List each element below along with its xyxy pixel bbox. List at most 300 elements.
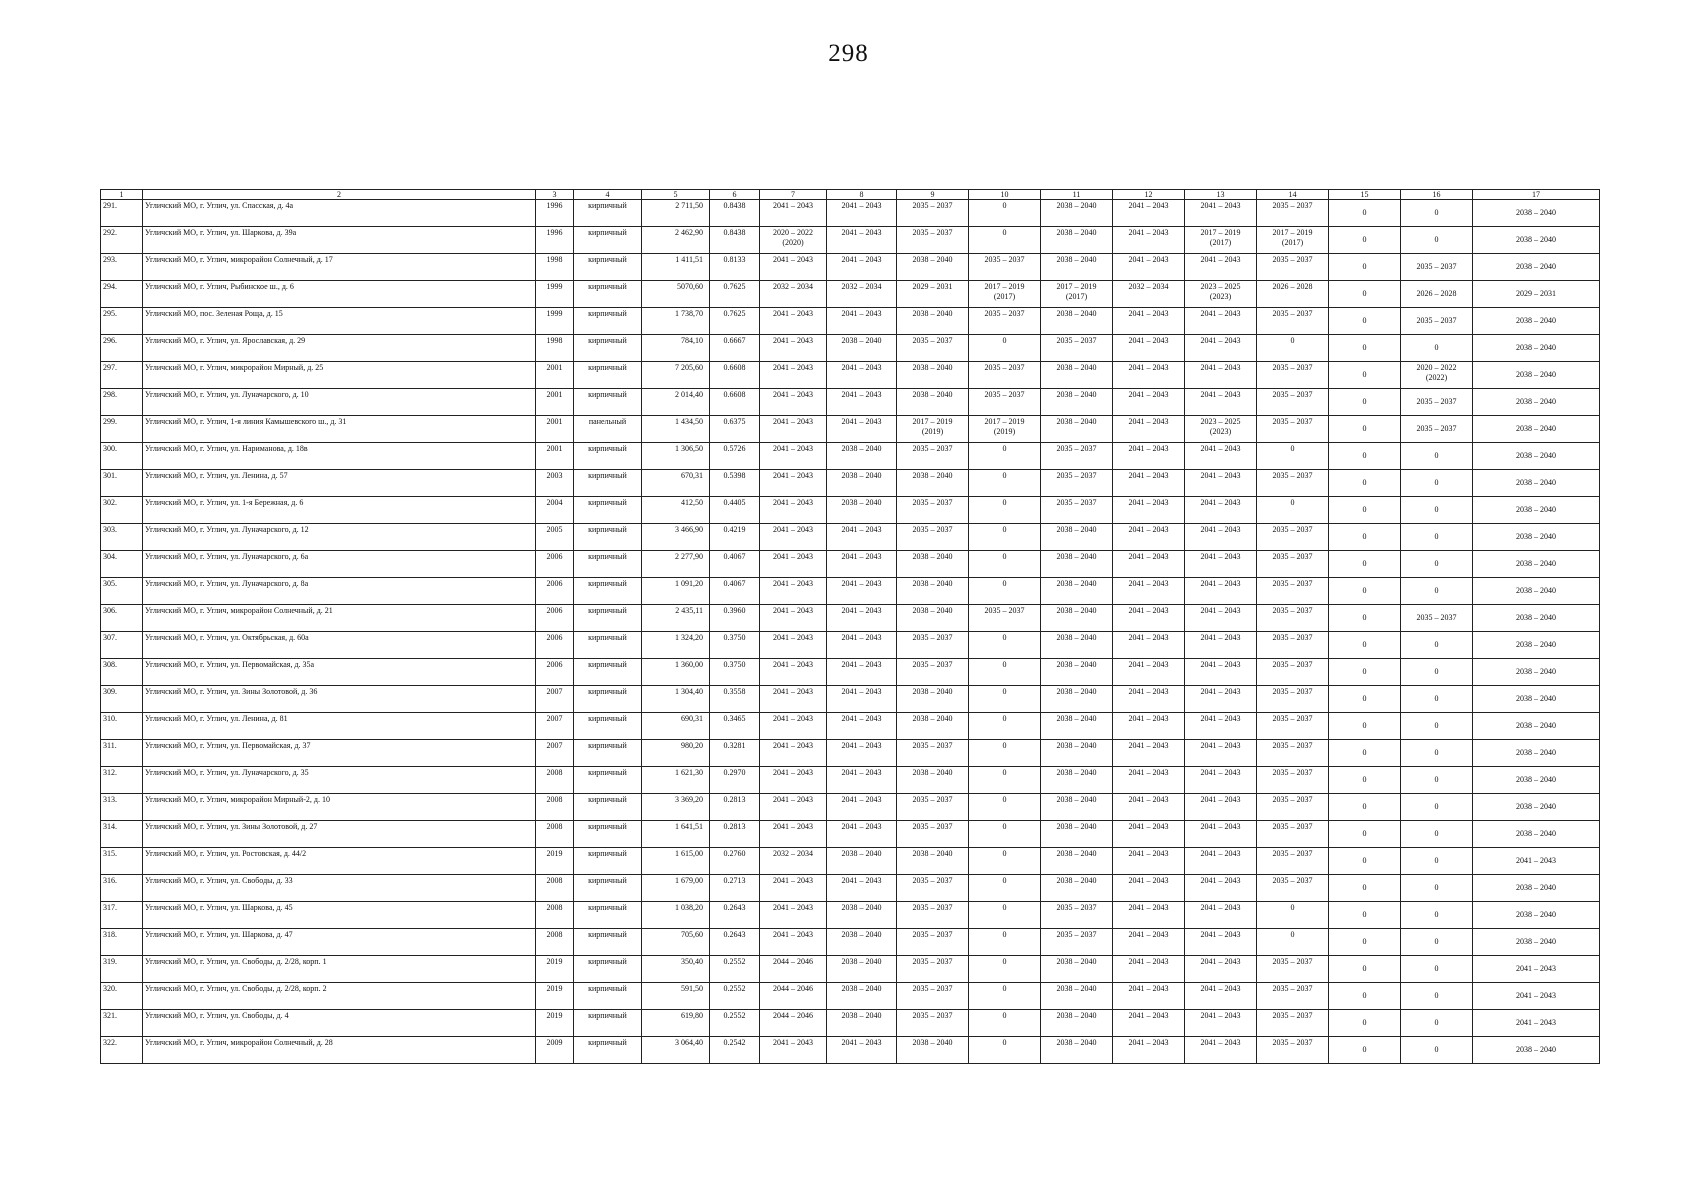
period-value: 2041 – 2043 bbox=[773, 552, 813, 561]
period-cell-8 bbox=[827, 578, 897, 605]
period-cell-17 bbox=[1473, 659, 1600, 686]
address-cell: Угличский МО, г. Углич, Рыбинское ш., д. 6 bbox=[143, 281, 536, 308]
row-number: 314. bbox=[101, 821, 143, 848]
period-value: 2038 – 2040 bbox=[912, 768, 953, 777]
period-cell-12 bbox=[1113, 605, 1185, 632]
row-number: 300. bbox=[101, 443, 143, 470]
column-number: 5 bbox=[642, 190, 710, 200]
period-value: 2038 – 2040 bbox=[912, 363, 953, 372]
period-cell-12 bbox=[1113, 254, 1185, 281]
coefficient-cell: 0.3465 bbox=[710, 713, 760, 740]
period-value: 2038 – 2040 bbox=[841, 471, 882, 480]
period-note: (2023) bbox=[1209, 427, 1232, 436]
year-cell: 2008 bbox=[536, 902, 574, 929]
period-value: 2038 – 2040 bbox=[1056, 552, 1097, 561]
period-cell-13 bbox=[1185, 1037, 1257, 1064]
area-cell: 3 064,40 bbox=[642, 1037, 710, 1064]
period-cell-9 bbox=[897, 767, 969, 794]
table-row bbox=[101, 605, 1600, 632]
period-cell-16 bbox=[1401, 497, 1473, 524]
period-cell-11 bbox=[1041, 875, 1113, 902]
period-cell-14 bbox=[1257, 1037, 1329, 1064]
period-cell-10 bbox=[969, 1037, 1041, 1064]
period-cell-14 bbox=[1257, 281, 1329, 308]
period-value: 0 bbox=[1362, 1045, 1367, 1054]
period-value: 0 bbox=[1362, 964, 1367, 973]
material-cell: кирпичный bbox=[574, 1037, 642, 1064]
period-value: 2041 – 2043 bbox=[1200, 255, 1241, 264]
period-value: 2041 – 2043 bbox=[841, 579, 882, 588]
year-cell: 1999 bbox=[536, 281, 574, 308]
table-row bbox=[101, 902, 1600, 929]
period-value: 0 bbox=[1434, 802, 1439, 811]
period-cell-15 bbox=[1329, 821, 1401, 848]
period-value: 0 bbox=[1002, 822, 1007, 831]
period-value: 2041 – 2043 bbox=[841, 768, 882, 777]
period-cell-16 bbox=[1401, 1037, 1473, 1064]
period-value: 2041 – 2043 bbox=[773, 930, 813, 939]
address-cell: Угличский МО, г. Углич, 1-я линия Камышевского ш., д. 31 bbox=[143, 416, 536, 443]
period-cell-17 bbox=[1473, 362, 1600, 389]
period-cell-13 bbox=[1185, 902, 1257, 929]
column-number: 8 bbox=[827, 190, 897, 200]
period-value: 2038 – 2040 bbox=[1516, 829, 1556, 838]
period-value: 2035 – 2037 bbox=[1272, 633, 1313, 642]
period-value: 2041 – 2043 bbox=[1200, 498, 1241, 507]
period-value: 2041 – 2043 bbox=[1200, 741, 1241, 750]
period-value: 2041 – 2043 bbox=[1128, 687, 1169, 696]
coefficient-cell: 0.8133 bbox=[710, 254, 760, 281]
period-cell-12 bbox=[1113, 1037, 1185, 1064]
period-cell-12 bbox=[1113, 848, 1185, 875]
period-value: 0 bbox=[1362, 613, 1367, 622]
period-cell-9 bbox=[897, 659, 969, 686]
period-value: 2041 – 2043 bbox=[841, 525, 882, 534]
material-cell: кирпичный bbox=[574, 470, 642, 497]
period-value: 0 bbox=[1434, 640, 1439, 649]
period-cell-15 bbox=[1329, 659, 1401, 686]
period-cell-17 bbox=[1473, 470, 1600, 497]
period-cell-17 bbox=[1473, 632, 1600, 659]
period-cell-12 bbox=[1113, 362, 1185, 389]
material-cell: кирпичный bbox=[574, 443, 642, 470]
period-value: 2038 – 2040 bbox=[841, 957, 882, 966]
period-cell-11 bbox=[1041, 308, 1113, 335]
period-value: 2035 – 2037 bbox=[912, 795, 953, 804]
coefficient-cell: 0.2643 bbox=[710, 929, 760, 956]
period-cell-14 bbox=[1257, 362, 1329, 389]
period-value: 2038 – 2040 bbox=[1056, 417, 1097, 426]
period-cell-15 bbox=[1329, 524, 1401, 551]
period-cell-8 bbox=[827, 686, 897, 713]
period-cell-15 bbox=[1329, 497, 1401, 524]
period-cell-8 bbox=[827, 389, 897, 416]
address-cell: Угличский МО, г. Углич, микрорайон Мирный, д. 25 bbox=[143, 362, 536, 389]
period-cell-17 bbox=[1473, 821, 1600, 848]
period-value: 0 bbox=[1362, 451, 1367, 460]
address-cell: Угличский МО, г. Углич, ул. Шаркова, д. 47 bbox=[143, 929, 536, 956]
period-value: 2041 – 2043 bbox=[841, 228, 882, 237]
period-cell-15 bbox=[1329, 929, 1401, 956]
period-value: 2038 – 2040 bbox=[1516, 532, 1556, 541]
period-value: 2035 – 2037 bbox=[912, 633, 953, 642]
table-row bbox=[101, 551, 1600, 578]
row-number: 297. bbox=[101, 362, 143, 389]
period-cell-10 bbox=[969, 470, 1041, 497]
period-value: 2041 – 2043 bbox=[773, 498, 813, 507]
period-cell-7 bbox=[760, 605, 827, 632]
period-value: 2038 – 2040 bbox=[912, 714, 953, 723]
coefficient-cell: 0.4405 bbox=[710, 497, 760, 524]
row-number: 310. bbox=[101, 713, 143, 740]
period-value: 2041 – 2043 bbox=[773, 903, 813, 912]
period-value: 2038 – 2040 bbox=[1516, 937, 1556, 946]
period-value: 2038 – 2040 bbox=[1056, 309, 1097, 318]
year-cell: 2008 bbox=[536, 767, 574, 794]
period-value: 2038 – 2040 bbox=[1516, 343, 1556, 352]
year-cell: 1999 bbox=[536, 308, 574, 335]
period-value: 2017 – 2019 bbox=[1056, 282, 1097, 291]
material-cell: панельный bbox=[574, 416, 642, 443]
period-value: 2041 – 2043 bbox=[773, 660, 813, 669]
period-value: 2035 – 2037 bbox=[1272, 471, 1313, 480]
table-row bbox=[101, 713, 1600, 740]
period-cell-7 bbox=[760, 578, 827, 605]
period-value: 2038 – 2040 bbox=[1056, 957, 1097, 966]
period-value: 0 bbox=[1002, 903, 1007, 912]
address-cell: Угличский МО, г. Углич, ул. Луначарского, д. 12 bbox=[143, 524, 536, 551]
period-cell-17 bbox=[1473, 335, 1600, 362]
period-value: 0 bbox=[1002, 714, 1007, 723]
period-value: 2041 – 2043 bbox=[773, 606, 813, 615]
year-cell: 2001 bbox=[536, 416, 574, 443]
period-value: 0 bbox=[1434, 964, 1439, 973]
period-value: 2038 – 2040 bbox=[1516, 775, 1556, 784]
table-row bbox=[101, 443, 1600, 470]
table-row bbox=[101, 686, 1600, 713]
period-cell-7 bbox=[760, 470, 827, 497]
period-value: 2038 – 2040 bbox=[912, 255, 953, 264]
period-value: 2035 – 2037 bbox=[1056, 930, 1097, 939]
period-value: 2041 – 2043 bbox=[841, 660, 882, 669]
period-cell-14 bbox=[1257, 767, 1329, 794]
period-cell-14 bbox=[1257, 200, 1329, 227]
period-cell-13 bbox=[1185, 929, 1257, 956]
period-cell-13 bbox=[1185, 821, 1257, 848]
area-cell: 784,10 bbox=[642, 335, 710, 362]
period-value: 2041 – 2043 bbox=[1128, 795, 1169, 804]
period-cell-15 bbox=[1329, 551, 1401, 578]
period-value: 0 bbox=[1362, 262, 1367, 271]
table-row bbox=[101, 389, 1600, 416]
period-value: 2035 – 2037 bbox=[912, 930, 953, 939]
period-value: 2041 – 2043 bbox=[1200, 336, 1241, 345]
period-value: 2023 – 2025 bbox=[1200, 282, 1241, 291]
period-value: 2041 – 2043 bbox=[773, 741, 813, 750]
period-cell-16 bbox=[1401, 335, 1473, 362]
area-cell: 2 014,40 bbox=[642, 389, 710, 416]
period-cell-15 bbox=[1329, 308, 1401, 335]
period-cell-9 bbox=[897, 497, 969, 524]
period-value: 2041 – 2043 bbox=[1200, 1038, 1241, 1047]
period-value: 2035 – 2037 bbox=[1272, 741, 1313, 750]
period-value: 2017 – 2019 bbox=[984, 282, 1025, 291]
column-number: 12 bbox=[1113, 190, 1185, 200]
period-value: 2041 – 2043 bbox=[773, 579, 813, 588]
period-value: 2041 – 2043 bbox=[1128, 471, 1169, 480]
period-value: 2035 – 2037 bbox=[1272, 552, 1313, 561]
year-cell: 2019 bbox=[536, 1010, 574, 1037]
period-cell-15 bbox=[1329, 389, 1401, 416]
period-cell-7 bbox=[760, 524, 827, 551]
period-cell-9 bbox=[897, 200, 969, 227]
period-cell-12 bbox=[1113, 524, 1185, 551]
area-cell: 1 360,00 bbox=[642, 659, 710, 686]
period-value: 2038 – 2040 bbox=[1516, 208, 1556, 217]
period-value: 2041 – 2043 bbox=[1128, 228, 1169, 237]
material-cell: кирпичный bbox=[574, 713, 642, 740]
period-value: 2020 – 2022 bbox=[1416, 363, 1457, 372]
year-cell: 2009 bbox=[536, 1037, 574, 1064]
period-cell-14 bbox=[1257, 902, 1329, 929]
period-value: 2038 – 2040 bbox=[1516, 883, 1556, 892]
period-value: 2035 – 2037 bbox=[1272, 822, 1313, 831]
period-cell-16 bbox=[1401, 929, 1473, 956]
column-number: 13 bbox=[1185, 190, 1257, 200]
period-cell-9 bbox=[897, 686, 969, 713]
coefficient-cell: 0.2713 bbox=[710, 875, 760, 902]
coefficient-cell: 0.7625 bbox=[710, 281, 760, 308]
column-number: 15 bbox=[1329, 190, 1401, 200]
period-cell-15 bbox=[1329, 362, 1401, 389]
period-value: 2032 – 2034 bbox=[1128, 282, 1169, 291]
period-cell-7 bbox=[760, 794, 827, 821]
period-value: 2041 – 2043 bbox=[773, 768, 813, 777]
period-value: 2038 – 2040 bbox=[912, 687, 953, 696]
period-value: 2035 – 2037 bbox=[1056, 498, 1097, 507]
period-value: 0 bbox=[1434, 532, 1439, 541]
period-cell-13 bbox=[1185, 254, 1257, 281]
row-number: 296. bbox=[101, 335, 143, 362]
period-cell-12 bbox=[1113, 821, 1185, 848]
period-cell-13 bbox=[1185, 200, 1257, 227]
period-cell-7 bbox=[760, 416, 827, 443]
area-cell: 1 738,70 bbox=[642, 308, 710, 335]
period-cell-12 bbox=[1113, 929, 1185, 956]
area-cell: 412,50 bbox=[642, 497, 710, 524]
period-cell-15 bbox=[1329, 254, 1401, 281]
period-cell-8 bbox=[827, 308, 897, 335]
period-cell-12 bbox=[1113, 227, 1185, 254]
period-cell-14 bbox=[1257, 416, 1329, 443]
table-row bbox=[101, 659, 1600, 686]
period-cell-10 bbox=[969, 335, 1041, 362]
area-cell: 705,60 bbox=[642, 929, 710, 956]
period-cell-7 bbox=[760, 308, 827, 335]
period-value: 0 bbox=[1362, 208, 1367, 217]
period-value: 2038 – 2040 bbox=[912, 849, 953, 858]
period-value: 2035 – 2037 bbox=[1272, 579, 1313, 588]
period-cell-12 bbox=[1113, 335, 1185, 362]
material-cell: кирпичный bbox=[574, 254, 642, 281]
period-value: 2038 – 2040 bbox=[1516, 721, 1556, 730]
coefficient-cell: 0.5726 bbox=[710, 443, 760, 470]
period-cell-7 bbox=[760, 848, 827, 875]
period-value: 2041 – 2043 bbox=[1128, 498, 1169, 507]
period-cell-9 bbox=[897, 956, 969, 983]
period-cell-15 bbox=[1329, 875, 1401, 902]
period-value: 0 bbox=[1362, 991, 1367, 1000]
period-cell-17 bbox=[1473, 443, 1600, 470]
period-note: (2020) bbox=[782, 238, 804, 247]
period-value: 0 bbox=[1434, 856, 1439, 865]
period-cell-12 bbox=[1113, 632, 1185, 659]
period-value: 2041 – 2043 bbox=[841, 714, 882, 723]
period-cell-14 bbox=[1257, 389, 1329, 416]
area-cell: 1 641,51 bbox=[642, 821, 710, 848]
period-value: 2038 – 2040 bbox=[1516, 505, 1556, 514]
period-value: 2038 – 2040 bbox=[841, 498, 882, 507]
address-cell: Угличский МО, г. Углич, микрорайон Солнечный, д. 28 bbox=[143, 1037, 536, 1064]
period-cell-13 bbox=[1185, 956, 1257, 983]
address-cell: Угличский МО, г. Углич, ул. Спасская, д. 4а bbox=[143, 200, 536, 227]
address-cell: Угличский МО, г. Углич, ул. Свободы, д. 33 bbox=[143, 875, 536, 902]
period-value: 2038 – 2040 bbox=[1516, 559, 1556, 568]
address-cell: Угличский МО, г. Углич, ул. Свободы, д. 2/28, корп. 1 bbox=[143, 956, 536, 983]
area-cell: 5070,60 bbox=[642, 281, 710, 308]
period-cell-10 bbox=[969, 956, 1041, 983]
period-cell-16 bbox=[1401, 632, 1473, 659]
period-cell-11 bbox=[1041, 362, 1113, 389]
period-value: 2041 – 2043 bbox=[773, 417, 813, 426]
period-value: 0 bbox=[1434, 721, 1439, 730]
period-cell-14 bbox=[1257, 524, 1329, 551]
period-cell-7 bbox=[760, 740, 827, 767]
period-cell-10 bbox=[969, 767, 1041, 794]
period-cell-9 bbox=[897, 443, 969, 470]
period-value: 2035 – 2037 bbox=[1272, 849, 1313, 858]
material-cell: кирпичный bbox=[574, 956, 642, 983]
table-row bbox=[101, 929, 1600, 956]
period-cell-14 bbox=[1257, 821, 1329, 848]
period-value: 2041 – 2043 bbox=[1200, 1011, 1241, 1020]
period-cell-17 bbox=[1473, 254, 1600, 281]
period-cell-11 bbox=[1041, 254, 1113, 281]
period-cell-17 bbox=[1473, 1010, 1600, 1037]
period-cell-15 bbox=[1329, 794, 1401, 821]
address-cell: Угличский МО, г. Углич, ул. Ленина, д. 81 bbox=[143, 713, 536, 740]
registry-table bbox=[100, 189, 1600, 1064]
table-row bbox=[101, 362, 1600, 389]
period-cell-8 bbox=[827, 1010, 897, 1037]
period-cell-12 bbox=[1113, 713, 1185, 740]
period-cell-16 bbox=[1401, 308, 1473, 335]
address-cell: Угличский МО, г. Углич, ул. Первомайская, д. 37 bbox=[143, 740, 536, 767]
period-value: 2041 – 2043 bbox=[1516, 1018, 1556, 1027]
period-cell-10 bbox=[969, 524, 1041, 551]
period-cell-14 bbox=[1257, 983, 1329, 1010]
material-cell: кирпичный bbox=[574, 1010, 642, 1037]
address-cell: Угличский МО, г. Углич, ул. Свободы, д. 2/28, корп. 2 bbox=[143, 983, 536, 1010]
period-cell-7 bbox=[760, 335, 827, 362]
period-cell-16 bbox=[1401, 443, 1473, 470]
period-cell-10 bbox=[969, 929, 1041, 956]
period-cell-10 bbox=[969, 659, 1041, 686]
period-cell-10 bbox=[969, 416, 1041, 443]
period-value: 2038 – 2040 bbox=[1056, 741, 1097, 750]
period-value: 0 bbox=[1362, 856, 1367, 865]
area-cell: 3 369,20 bbox=[642, 794, 710, 821]
period-cell-11 bbox=[1041, 929, 1113, 956]
period-cell-15 bbox=[1329, 632, 1401, 659]
period-value: 2041 – 2043 bbox=[1128, 444, 1169, 453]
period-cell-12 bbox=[1113, 740, 1185, 767]
period-cell-12 bbox=[1113, 551, 1185, 578]
period-cell-12 bbox=[1113, 983, 1185, 1010]
year-cell: 2008 bbox=[536, 821, 574, 848]
period-value: 0 bbox=[1362, 802, 1367, 811]
row-number: 318. bbox=[101, 929, 143, 956]
year-cell: 2007 bbox=[536, 686, 574, 713]
period-value: 2041 – 2043 bbox=[841, 1038, 882, 1047]
year-cell: 2008 bbox=[536, 929, 574, 956]
material-cell: кирпичный bbox=[574, 794, 642, 821]
period-cell-7 bbox=[760, 389, 827, 416]
period-cell-7 bbox=[760, 254, 827, 281]
period-value: 0 bbox=[1434, 1018, 1439, 1027]
period-cell-10 bbox=[969, 713, 1041, 740]
period-value: 0 bbox=[1002, 525, 1007, 534]
period-cell-9 bbox=[897, 227, 969, 254]
period-cell-8 bbox=[827, 497, 897, 524]
coefficient-cell: 0.4067 bbox=[710, 551, 760, 578]
period-value: 2017 – 2019 bbox=[912, 417, 953, 426]
period-value: 2041 – 2043 bbox=[1200, 984, 1241, 993]
period-cell-15 bbox=[1329, 443, 1401, 470]
period-value: 2041 – 2043 bbox=[1200, 606, 1241, 615]
period-value: 2038 – 2040 bbox=[841, 930, 882, 939]
period-value: 0 bbox=[1362, 505, 1367, 514]
table-row bbox=[101, 821, 1600, 848]
period-value: 2038 – 2040 bbox=[1056, 606, 1097, 615]
address-cell: Угличский МО, г. Углич, ул. Луначарского, д. 6а bbox=[143, 551, 536, 578]
period-cell-16 bbox=[1401, 578, 1473, 605]
column-number: 9 bbox=[897, 190, 969, 200]
period-value: 0 bbox=[1434, 991, 1439, 1000]
period-cell-11 bbox=[1041, 470, 1113, 497]
period-value: 2041 – 2043 bbox=[773, 201, 813, 210]
period-note: (2017) bbox=[1065, 292, 1088, 301]
period-value: 0 bbox=[1362, 424, 1367, 433]
period-value: 2038 – 2040 bbox=[841, 336, 882, 345]
period-cell-17 bbox=[1473, 227, 1600, 254]
period-cell-10 bbox=[969, 848, 1041, 875]
period-note: (2017) bbox=[1209, 238, 1232, 247]
period-value: 2035 – 2037 bbox=[1056, 336, 1097, 345]
row-number: 321. bbox=[101, 1010, 143, 1037]
table-row bbox=[101, 497, 1600, 524]
period-cell-8 bbox=[827, 902, 897, 929]
period-cell-12 bbox=[1113, 443, 1185, 470]
row-number: 320. bbox=[101, 983, 143, 1010]
period-cell-14 bbox=[1257, 1010, 1329, 1037]
period-cell-10 bbox=[969, 281, 1041, 308]
period-cell-13 bbox=[1185, 1010, 1257, 1037]
address-cell: Угличский МО, пос. Зеленая Роща, д. 15 bbox=[143, 308, 536, 335]
column-number: 16 bbox=[1401, 190, 1473, 200]
period-value: 2035 – 2037 bbox=[912, 984, 953, 993]
period-cell-16 bbox=[1401, 659, 1473, 686]
